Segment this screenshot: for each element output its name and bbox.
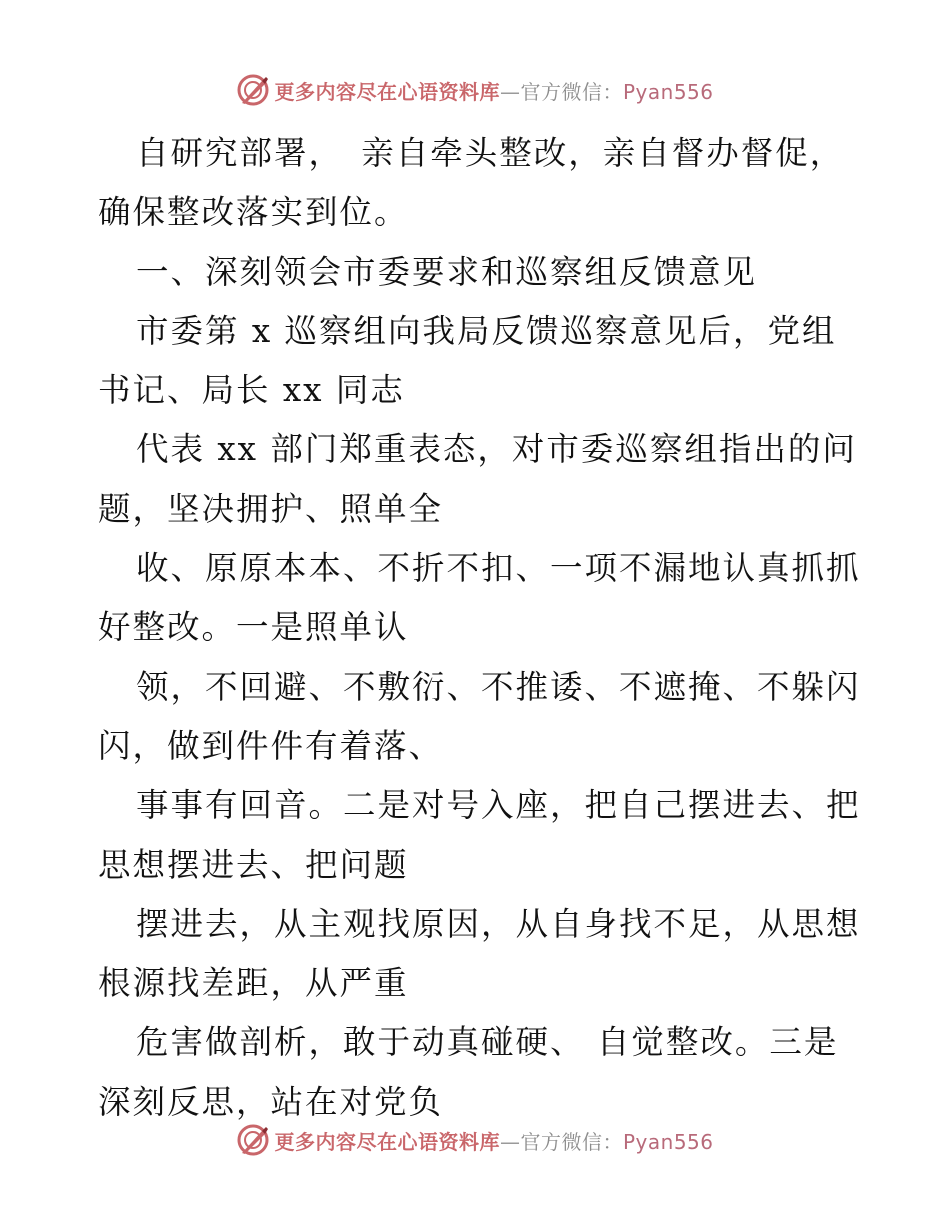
watermark-dash: — <box>499 1129 521 1154</box>
watermark-text <box>274 1126 713 1155</box>
text-line: 事事有回音。二是对号入座，把自己摆进去、把 <box>136 786 861 825</box>
text-line: 领，不回避、不敷衍、不推诿、不遮掩、不躲闪 <box>136 667 861 706</box>
text-line: 收、原原本本、不折不扣、一项不漏地认真抓抓 <box>136 549 861 588</box>
watermark-label: 官方微信： <box>520 79 623 104</box>
text-line: 市委第 x 巡察组向我局反馈巡察意见后，党组 <box>136 311 837 350</box>
text-line: 书记、局长 xx 同志 <box>98 371 405 410</box>
text-line: 深刻反思，站在对党负 <box>98 1082 444 1121</box>
watermark-brand: 更多内容尽在心语资料库 <box>274 79 500 104</box>
text-line: 摆进去，从主观找原因，从自身找不足，从思想 <box>136 904 861 943</box>
text-line: 闪，做到件件有着落、 <box>98 726 444 765</box>
text-line: 确保整改落实到位。 <box>98 193 409 232</box>
watermark-brand: 更多内容尽在心语资料库 <box>274 1129 500 1154</box>
text-line: 题，坚决拥护、照单全 <box>98 489 444 528</box>
text-line: 根源找差距，从严重 <box>98 964 409 1003</box>
header-watermark <box>0 70 950 110</box>
watermark-label: 官方微信： <box>520 1129 623 1154</box>
text-line: 思想摆进去、把问题 <box>98 845 409 884</box>
footer-watermark <box>0 1120 950 1160</box>
section-heading: 一、深刻领会市委要求和巡察组反馈意见 <box>136 252 758 291</box>
text-line: 自研究部署， 亲自牵头整改，亲自督办督促， <box>136 134 845 172</box>
text-line: 好整改。一是照单认 <box>98 608 409 647</box>
watermark-text <box>274 76 713 105</box>
watermark-wechat-id: Pyan556 <box>622 1129 714 1154</box>
pen-circle-icon <box>236 73 270 107</box>
document-body <box>98 124 861 1132</box>
text-line: 代表 xx 部门郑重表态，对市委巡察组指出的问 <box>136 430 857 469</box>
pen-circle-icon <box>236 1123 270 1157</box>
watermark-wechat-id: Pyan556 <box>622 79 714 104</box>
watermark-dash: — <box>499 79 521 104</box>
text-line: 危害做剖析，敢于动真碰硬、 自觉整改。三是 <box>136 1023 839 1062</box>
